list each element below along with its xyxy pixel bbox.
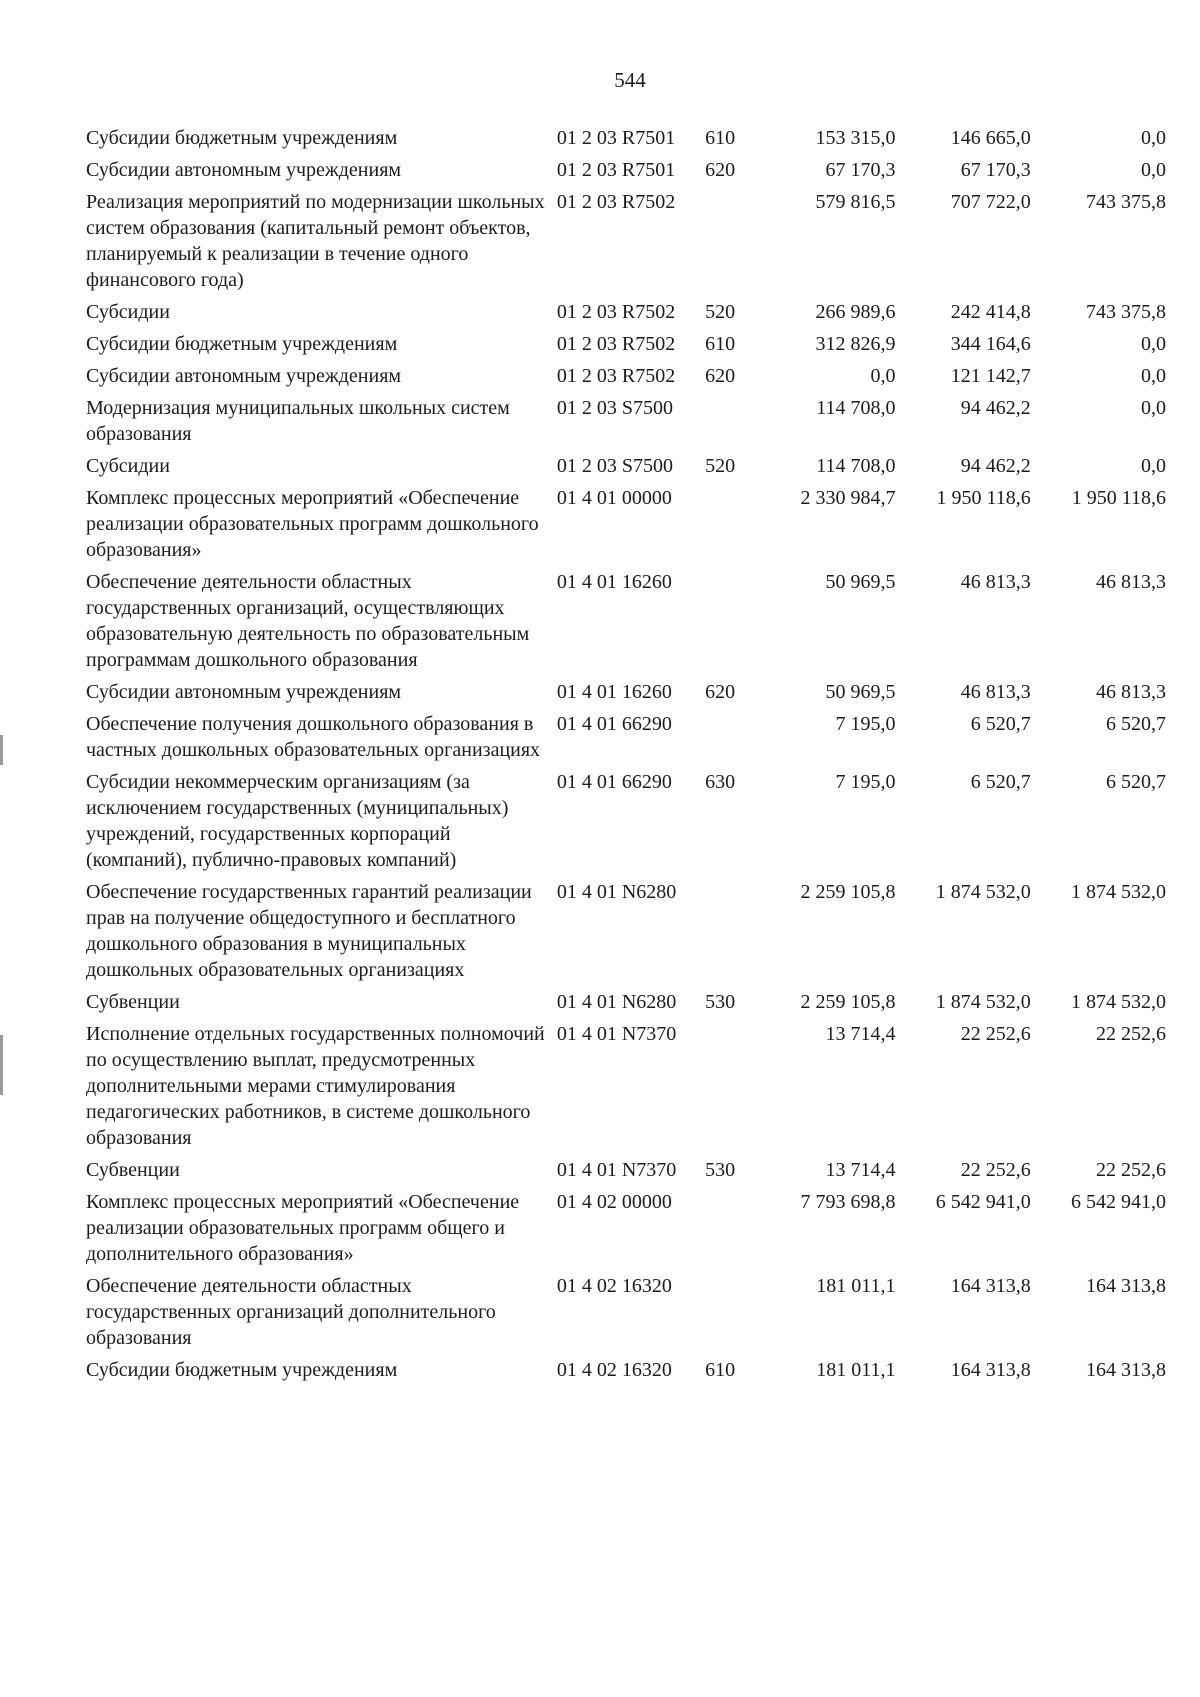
amount-year-3: 1 874 532,0 xyxy=(1071,881,1166,903)
expense-name: Комплекс процессных мероприятий «Обеспечение реализации образовательных программ общего и дополнительного образования» xyxy=(86,1191,520,1265)
target-article-code: 01 2 03 R7501 xyxy=(556,159,676,181)
target-article-code: 01 4 01 66290 xyxy=(556,713,672,735)
amount-year-3: 743 375,8 xyxy=(1086,191,1166,213)
table-row xyxy=(86,299,1166,331)
amount-year-2: 67 170,3 xyxy=(960,159,1031,181)
expense-name: Реализация мероприятий по модернизации школьных систем образования (капитальный ремонт объектов, планируемый к реализации в течение одного финансового года) xyxy=(86,191,545,291)
table-row xyxy=(86,879,1166,989)
target-article-code: 01 2 03 R7501 xyxy=(556,127,676,149)
amount-year-1: 181 011,1 xyxy=(816,1275,896,1297)
amount-year-3: 1 874 532,0 xyxy=(1071,991,1166,1013)
amount-year-1: 153 315,0 xyxy=(815,127,896,149)
table-row xyxy=(86,157,1166,189)
amount-year-1: 2 259 105,8 xyxy=(800,991,896,1013)
table-row xyxy=(86,569,1166,679)
amount-year-3: 164 313,8 xyxy=(1086,1275,1166,1297)
expense-type-code: 520 xyxy=(705,301,736,323)
target-article-code: 01 4 02 00000 xyxy=(556,1191,672,1213)
expense-type-code: 610 xyxy=(705,333,736,355)
amount-year-2: 46 813,3 xyxy=(960,681,1031,703)
amount-year-3: 0,0 xyxy=(1141,397,1166,419)
expense-type-code xyxy=(705,395,760,453)
expense-type-code xyxy=(705,189,760,299)
expense-type-code xyxy=(705,879,760,989)
expense-name: Субвенции xyxy=(86,991,180,1013)
expense-name: Модернизация муниципальных школьных систем образования xyxy=(86,397,510,445)
target-article-code: 01 4 01 N6280 xyxy=(556,881,677,903)
amount-year-3: 46 813,3 xyxy=(1096,571,1166,593)
amount-year-3: 0,0 xyxy=(1141,455,1166,477)
expense-type-code: 530 xyxy=(705,1159,736,1181)
expense-name: Обеспечение государственных гарантий реализации прав на получение общедоступного и бесплатного дошкольного образования в муниципальных дошкольных образовательных организациях xyxy=(86,881,532,981)
amount-year-1: 312 826,9 xyxy=(815,333,896,355)
table-row xyxy=(86,453,1166,485)
expense-name: Комплекс процессных мероприятий «Обеспечение реализации образовательных программ дошкольного образования» xyxy=(86,487,539,561)
expense-type-code xyxy=(705,1189,760,1273)
amount-year-1: 13 714,4 xyxy=(825,1023,896,1045)
target-article-code: 01 4 01 N7370 xyxy=(556,1159,677,1181)
table-row xyxy=(86,125,1166,157)
table-row xyxy=(86,1273,1166,1357)
amount-year-3: 46 813,3 xyxy=(1096,681,1166,703)
table-row xyxy=(86,1021,1166,1157)
amount-year-1: 2 259 105,8 xyxy=(800,881,896,903)
target-article-code: 01 2 03 R7502 xyxy=(556,333,676,355)
expense-type-code: 610 xyxy=(705,127,736,149)
expense-name: Субсидии автономным учреждениям xyxy=(86,681,402,703)
amount-year-2: 242 414,8 xyxy=(950,301,1031,323)
target-article-code: 01 4 02 16320 xyxy=(556,1359,672,1381)
target-article-code: 01 2 03 S7500 xyxy=(556,455,673,477)
table-body xyxy=(86,125,1166,1389)
amount-year-2: 22 252,6 xyxy=(960,1159,1031,1181)
amount-year-2: 707 722,0 xyxy=(950,191,1031,213)
amount-year-3: 0,0 xyxy=(1141,365,1166,387)
table-row xyxy=(86,679,1166,711)
amount-year-1: 181 011,1 xyxy=(816,1359,896,1381)
scan-edge-mark xyxy=(0,735,3,765)
target-article-code: 01 2 03 R7502 xyxy=(556,365,676,387)
expense-name: Субсидии бюджетным учреждениям xyxy=(86,127,398,149)
table-row xyxy=(86,1189,1166,1273)
amount-year-3: 6 542 941,0 xyxy=(1071,1191,1166,1213)
amount-year-1: 7 195,0 xyxy=(835,713,896,735)
amount-year-3: 743 375,8 xyxy=(1086,301,1166,323)
amount-year-2: 121 142,7 xyxy=(950,365,1031,387)
amount-year-2: 46 813,3 xyxy=(960,571,1031,593)
amount-year-1: 13 714,4 xyxy=(825,1159,896,1181)
expense-name: Субсидии автономным учреждениям xyxy=(86,365,402,387)
table-row xyxy=(86,711,1166,769)
target-article-code: 01 2 03 S7500 xyxy=(556,397,673,419)
amount-year-2: 94 462,2 xyxy=(960,397,1031,419)
expense-type-code: 610 xyxy=(705,1359,736,1381)
expense-name: Субвенции xyxy=(86,1159,180,1181)
table-row xyxy=(86,363,1166,395)
amount-year-3: 0,0 xyxy=(1141,127,1166,149)
target-article-code: 01 4 01 N6280 xyxy=(556,991,677,1013)
amount-year-2: 22 252,6 xyxy=(960,1023,1031,1045)
amount-year-3: 0,0 xyxy=(1141,333,1166,355)
target-article-code: 01 4 02 16320 xyxy=(556,1275,672,1297)
expense-name: Субсидии некоммерческим организациям (за исключением государственных (муниципальных) учреждений, государственных корпораций (компаний), публично-правовых компаний) xyxy=(86,771,509,871)
table-row xyxy=(86,1157,1166,1189)
amount-year-3: 1 950 118,6 xyxy=(1071,487,1166,509)
budget-table xyxy=(86,125,1166,1389)
target-article-code: 01 4 01 66290 xyxy=(556,771,672,793)
amount-year-2: 6 520,7 xyxy=(970,771,1031,793)
expense-type-code: 630 xyxy=(705,771,736,793)
expense-type-code: 520 xyxy=(705,455,736,477)
amount-year-1: 114 708,0 xyxy=(816,397,896,419)
expense-type-code xyxy=(705,485,760,569)
table-row xyxy=(86,769,1166,879)
amount-year-1: 50 969,5 xyxy=(825,681,896,703)
amount-year-3: 6 520,7 xyxy=(1106,713,1166,735)
target-article-code: 01 4 01 N7370 xyxy=(556,1023,677,1045)
amount-year-3: 0,0 xyxy=(1141,159,1166,181)
amount-year-2: 164 313,8 xyxy=(950,1275,1031,1297)
amount-year-1: 266 989,6 xyxy=(815,301,896,323)
table-row xyxy=(86,395,1166,453)
amount-year-2: 344 164,6 xyxy=(950,333,1031,355)
amount-year-1: 579 816,5 xyxy=(815,191,896,213)
target-article-code: 01 4 01 00000 xyxy=(556,487,672,509)
table-row xyxy=(86,331,1166,363)
amount-year-1: 50 969,5 xyxy=(825,571,896,593)
target-article-code: 01 4 01 16260 xyxy=(556,681,672,703)
scan-edge-mark xyxy=(0,1035,3,1095)
expense-name: Субсидии автономным учреждениям xyxy=(86,159,402,181)
amount-year-1: 2 330 984,7 xyxy=(800,487,896,509)
expense-type-code: 620 xyxy=(705,365,736,387)
amount-year-2: 1 874 532,0 xyxy=(935,991,1031,1013)
expense-name: Субсидии xyxy=(86,455,170,477)
amount-year-2: 6 542 941,0 xyxy=(935,1191,1031,1213)
table-row xyxy=(86,189,1166,299)
table-row xyxy=(86,1357,1166,1389)
amount-year-2: 1 874 532,0 xyxy=(935,881,1031,903)
amount-year-1: 7 195,0 xyxy=(835,771,896,793)
amount-year-2: 164 313,8 xyxy=(950,1359,1031,1381)
amount-year-2: 94 462,2 xyxy=(960,455,1031,477)
amount-year-3: 22 252,6 xyxy=(1096,1023,1166,1045)
expense-type-code: 620 xyxy=(705,159,736,181)
expense-type-code xyxy=(705,569,760,679)
expense-name: Субсидии бюджетным учреждениям xyxy=(86,333,398,355)
expense-name: Исполнение отдельных государственных полномочий по осуществлению выплат, предусмотренных дополнительными мерами стимулирования педагогических работников, в системе дошкольного образования xyxy=(86,1023,545,1149)
amount-year-3: 6 520,7 xyxy=(1106,771,1166,793)
amount-year-2: 6 520,7 xyxy=(970,713,1031,735)
expense-type-code: 530 xyxy=(705,991,736,1013)
expense-name: Субсидии xyxy=(86,301,170,323)
amount-year-3: 164 313,8 xyxy=(1086,1359,1166,1381)
expense-type-code xyxy=(705,1273,760,1357)
target-article-code: 01 2 03 R7502 xyxy=(556,191,676,213)
amount-year-1: 67 170,3 xyxy=(825,159,896,181)
amount-year-2: 1 950 118,6 xyxy=(936,487,1031,509)
expense-name: Обеспечение деятельности областных государственных организаций дополнительного образования xyxy=(86,1275,496,1349)
expense-type-code: 620 xyxy=(705,681,736,703)
page-number: 544 xyxy=(614,68,646,92)
amount-year-3: 22 252,6 xyxy=(1096,1159,1166,1181)
amount-year-1: 0,0 xyxy=(870,365,896,387)
expense-name: Обеспечение получения дошкольного образования в частных дошкольных образовательных организациях xyxy=(86,713,541,761)
expense-type-code xyxy=(705,711,760,769)
table-row xyxy=(86,485,1166,569)
table-row xyxy=(86,989,1166,1021)
amount-year-2: 146 665,0 xyxy=(950,127,1031,149)
expense-name: Субсидии бюджетным учреждениям xyxy=(86,1359,398,1381)
target-article-code: 01 2 03 R7502 xyxy=(556,301,676,323)
expense-type-code xyxy=(705,1021,760,1157)
target-article-code: 01 4 01 16260 xyxy=(556,571,672,593)
amount-year-1: 7 793 698,8 xyxy=(800,1191,896,1213)
expense-name: Обеспечение деятельности областных государственных организаций, осуществляющих образовательную деятельность по образовательным программам дошкольного образования xyxy=(86,571,530,671)
amount-year-1: 114 708,0 xyxy=(816,455,896,477)
